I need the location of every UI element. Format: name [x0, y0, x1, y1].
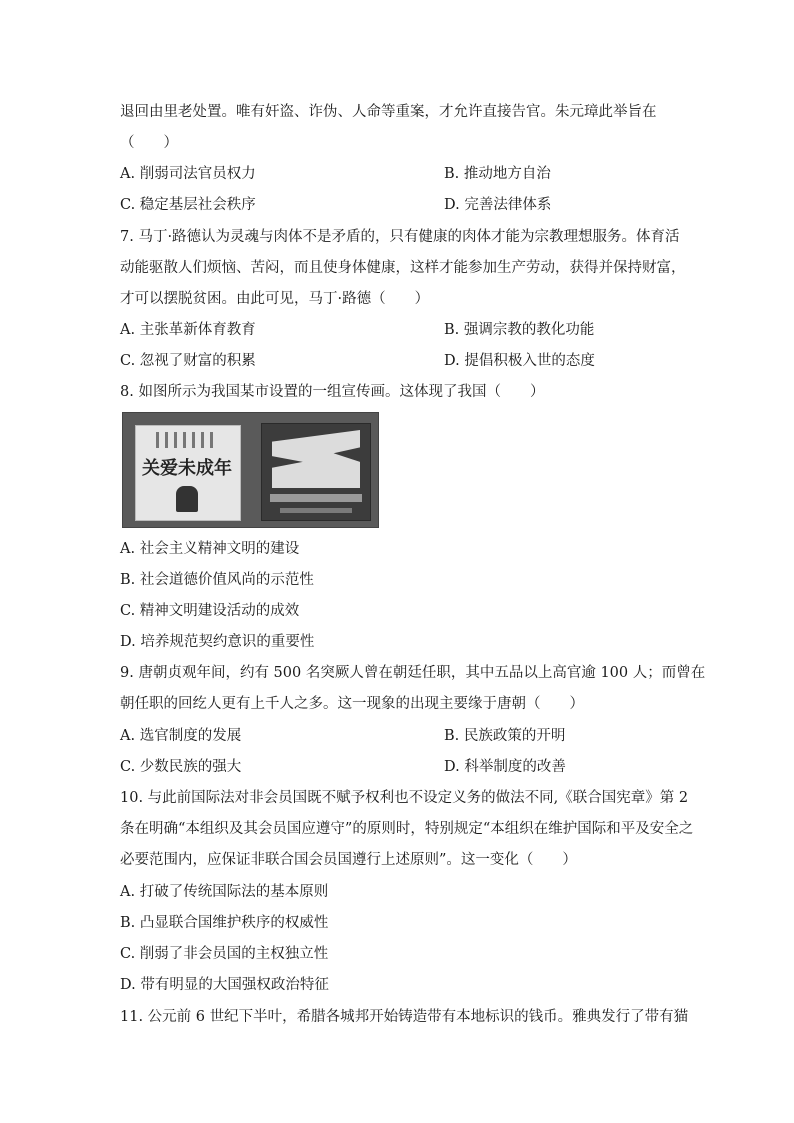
q8-stem-line-1: 8. 如图所示为我国某市设置的一组宣传画。这体现了我国（ ） [120, 384, 545, 400]
q6-option-a: A. 削弱司法官员权力 [120, 166, 256, 182]
q10-option-c: C. 削弱了非会员国的主权独立性 [120, 946, 329, 962]
q10-stem-line-1: 10. 与此前国际法对非会员国既不赋予权利也不设定义务的做法不同,《联合国宪章》第 2 [120, 790, 689, 806]
q11-stem-line-1: 11. 公元前 6 世纪下半叶，希腊各城邦开始铸造带有本地标识的钱币。雅典发行了带有猫 [120, 1009, 689, 1025]
poster-left [135, 425, 241, 521]
poster-right [261, 423, 371, 521]
q6-option-d: D. 完善法律体系 [444, 197, 552, 213]
q7-option-c: C. 忽视了财富的积累 [120, 353, 256, 369]
q8-option-a: A. 社会主义精神文明的建设 [120, 541, 300, 557]
propaganda-posters-photo [122, 412, 379, 528]
q10-option-a: A. 打破了传统国际法的基本原则 [120, 884, 329, 900]
q6-answer-blank: （ ） [120, 135, 178, 151]
q7-stem-line-1: 7. 马丁·路德认为灵魂与肉体不是矛盾的，只有健康的肉体才能为宗教理想服务。体育活 [120, 229, 680, 245]
poster-right-caption-bar [270, 494, 362, 502]
q6-option-c: C. 稳定基层社会秩序 [120, 197, 256, 213]
q6-stem-line-1: 退回由里老处置。唯有奸盗、诈伪、人命等重案，才允许直接告官。朱元璋此举旨在 [120, 104, 657, 120]
poster-left-figure [176, 486, 198, 512]
q7-option-a: A. 主张革新体育教育 [120, 322, 256, 338]
q8-option-b: B. 社会道德价值风尚的示范性 [120, 572, 314, 588]
q9-option-d: D. 科举制度的改善 [444, 759, 566, 775]
q6-option-b: B. 推动地方自治 [444, 166, 551, 182]
q9-option-c: C. 少数民族的强大 [120, 759, 242, 775]
q9-option-b: B. 民族政策的开明 [444, 728, 566, 744]
q7-option-d: D. 提倡积极入世的态度 [444, 353, 595, 369]
q9-option-a: A. 选官制度的发展 [120, 728, 242, 744]
q7-option-b: B. 强调宗教的教化功能 [444, 322, 595, 338]
q9-stem-line-2: 朝任职的回纥人更有上千人之多。这一现象的出现主要缘于唐朝（ ） [120, 696, 584, 712]
poster-left-decoration [156, 432, 216, 448]
poster-left-title: 关爱未成年 [142, 458, 232, 479]
q9-stem-line-1: 9. 唐朝贞观年间，约有 500 名突厥人曾在朝廷任职，其中五品以上高官逾 100 人；而曾在 [120, 665, 706, 681]
q8-option-d: D. 培养规范契约意识的重要性 [120, 634, 315, 650]
poster-right-subcaption-bar [280, 508, 352, 513]
q10-stem-line-2: 条在明确“本组织及其会员国应遵守”的原则时，特别规定“本组织在维护国际和平及安全之 [120, 821, 694, 837]
q7-stem-line-3: 才可以摆脱贫困。由此可见，马丁·路德（ ） [120, 291, 430, 307]
q10-option-b: B. 凸显联合国维护秩序的权威性 [120, 915, 329, 931]
poster-right-glyph [272, 430, 360, 488]
q10-option-d: D. 带有明显的大国强权政治特征 [120, 977, 329, 993]
q7-stem-line-2: 动能驱散人们烦恼、苦闷，而且使身体健康，这样才能参加生产劳动，获得并保持财富， [120, 260, 686, 276]
q10-stem-line-3: 必要范围内，应保证非联合国会员国遵行上述原则”。这一变化（ ） [120, 852, 577, 868]
q8-option-c: C. 精神文明建设活动的成效 [120, 603, 300, 619]
